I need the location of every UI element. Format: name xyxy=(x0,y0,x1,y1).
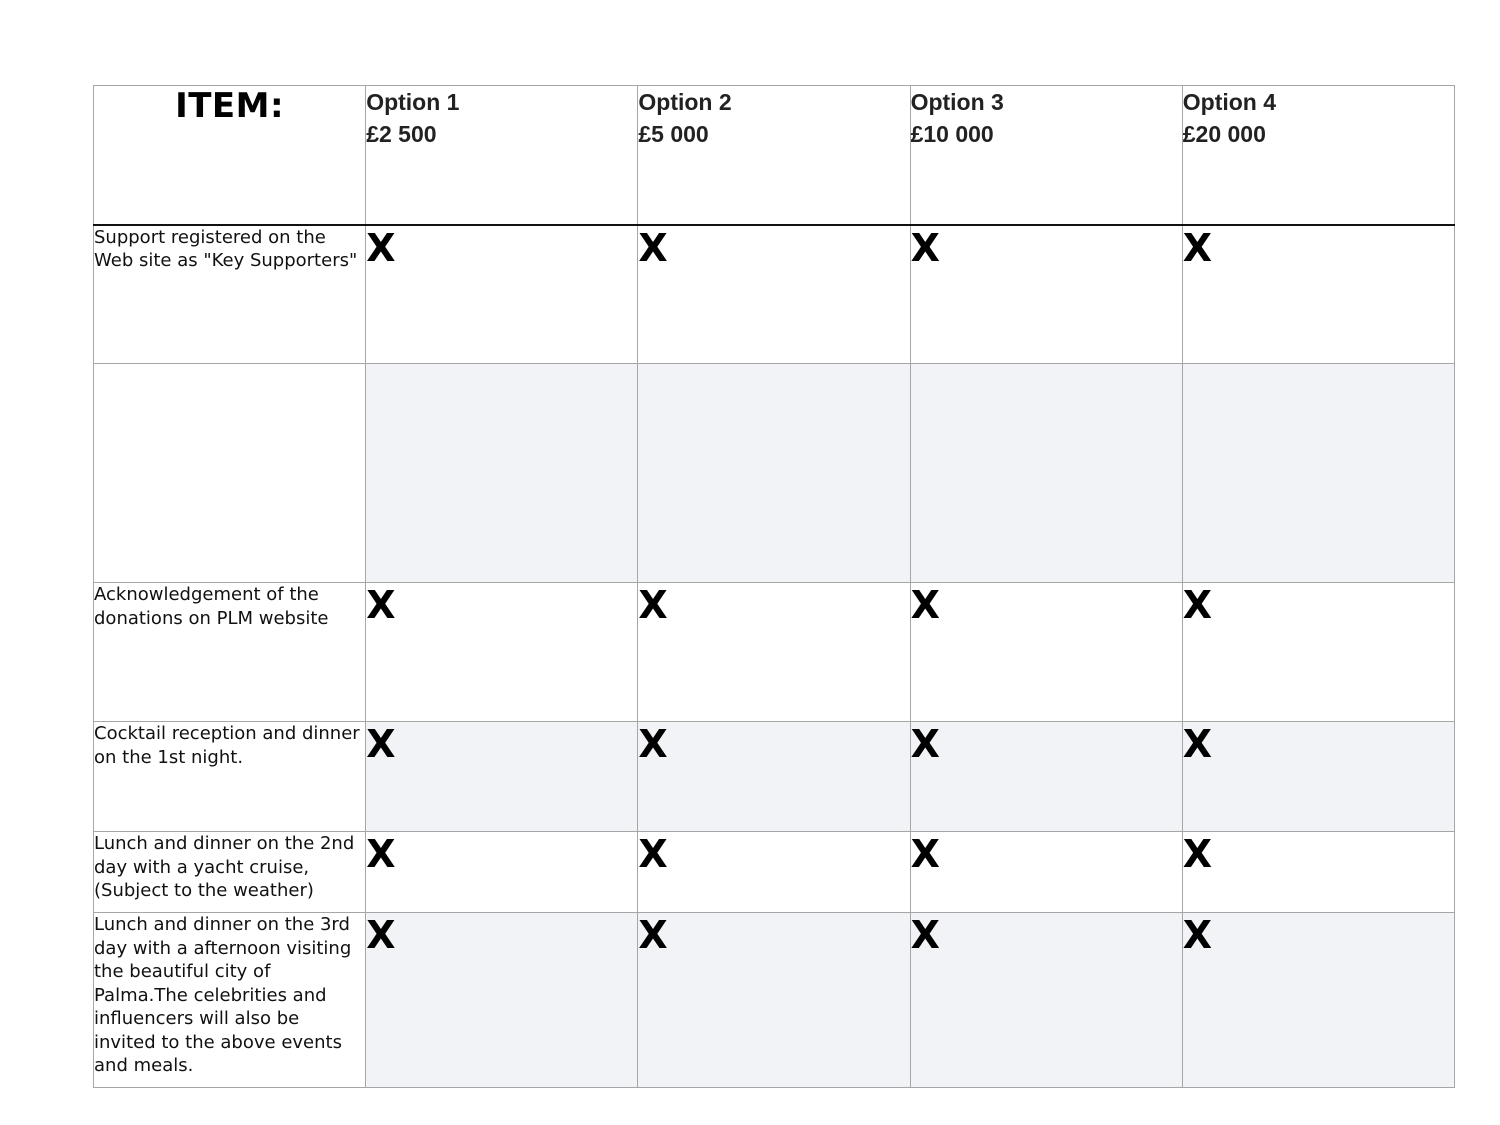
option-2-mark: X xyxy=(638,583,910,722)
option-name: Option 3 xyxy=(910,89,1004,115)
option-3-mark: X xyxy=(910,913,1182,1088)
table-row xyxy=(94,364,1455,583)
option-3-mark: X xyxy=(910,832,1182,913)
option-name: Option 1 xyxy=(366,89,460,115)
table-row xyxy=(94,832,1455,913)
sponsorship-options-table xyxy=(93,85,1455,1088)
option-3-mark: X xyxy=(910,225,1182,364)
option-1-mark: X xyxy=(366,913,638,1088)
item-description: Cocktail reception and dinner on the 1st night. xyxy=(94,722,366,832)
item-column-header: ITEM: xyxy=(94,86,366,225)
option-2-mark: X xyxy=(638,913,910,1088)
option-2-mark: X xyxy=(638,832,910,913)
option-2-mark: X xyxy=(638,722,910,832)
item-description: Lunch and dinner on the 2nd day with a yacht cruise, (Subject to the weather) xyxy=(94,832,366,913)
option-4-mark: X xyxy=(1182,583,1454,722)
option-3-mark: X xyxy=(910,722,1182,832)
item-description xyxy=(94,364,366,583)
option-name: Option 4 xyxy=(1182,89,1277,115)
option-4-mark: X xyxy=(1182,722,1454,832)
option-price: £2 500 xyxy=(366,121,437,147)
option-3-mark xyxy=(910,364,1182,583)
option-2-header xyxy=(638,86,910,225)
item-description: Lunch and dinner on the 3rd day with a afternoon visiting the beautiful city of Palma.The celebrities and influencers will also be invited to the above events and meals. xyxy=(94,913,366,1088)
option-4-mark: X xyxy=(1182,225,1454,364)
table-header-row xyxy=(94,86,1455,225)
option-1-header xyxy=(366,86,638,225)
option-1-mark: X xyxy=(366,225,638,364)
option-name: Option 2 xyxy=(638,89,732,115)
option-price: £5 000 xyxy=(638,121,709,147)
option-4-header xyxy=(1182,86,1454,225)
option-price: £10 000 xyxy=(910,121,994,147)
option-4-mark: X xyxy=(1182,913,1454,1088)
table-row xyxy=(94,583,1455,722)
option-1-mark xyxy=(366,364,638,583)
table-row xyxy=(94,722,1455,832)
table-row xyxy=(94,225,1455,364)
option-1-mark: X xyxy=(366,722,638,832)
item-description: Acknowledgement of the donations on PLM website xyxy=(94,583,366,722)
option-2-mark: X xyxy=(638,225,910,364)
option-4-mark: X xyxy=(1182,832,1454,913)
option-1-mark: X xyxy=(366,832,638,913)
table-row xyxy=(94,913,1455,1088)
option-price: £20 000 xyxy=(1182,121,1266,147)
option-1-mark: X xyxy=(366,583,638,722)
item-description: Support registered on the Web site as "Key Supporters" xyxy=(94,225,366,364)
option-3-header xyxy=(910,86,1182,225)
option-2-mark xyxy=(638,364,910,583)
option-4-mark xyxy=(1182,364,1454,583)
option-3-mark: X xyxy=(910,583,1182,722)
